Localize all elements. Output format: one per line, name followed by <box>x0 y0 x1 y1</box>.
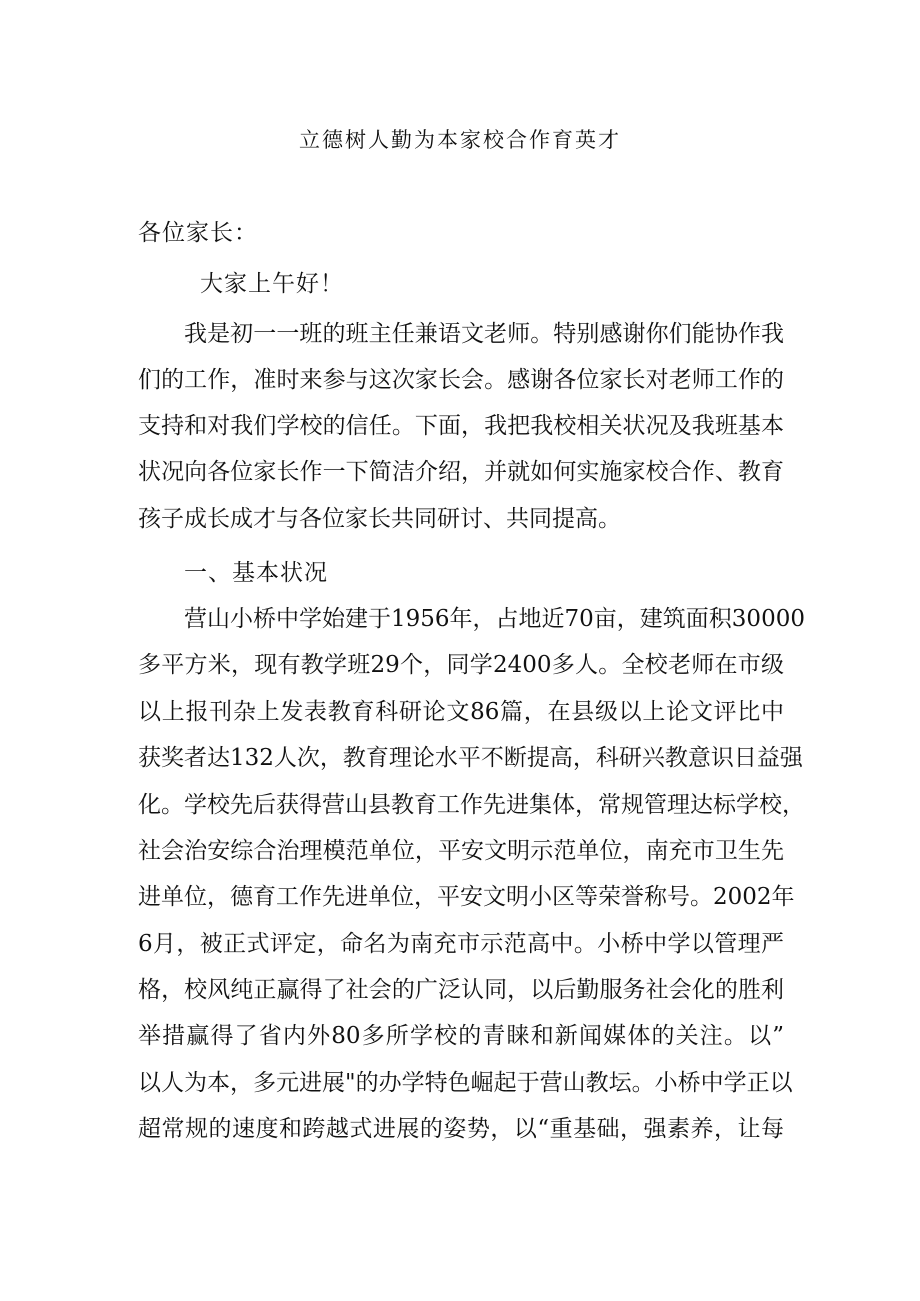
section-heading: 一、基本状况 <box>184 560 328 586</box>
paragraph-line: 状况向各位家长作一下简洁介绍，并就如何实施家校合作、教育 <box>138 459 784 485</box>
paragraph-line: 社会治安综合治理模范单位，平安文明示范单位，南充市卫生先 <box>138 838 784 864</box>
paragraph-line: 我是初一一班的班主任兼语文老师。特别感谢你们能协作我 <box>184 321 784 347</box>
paragraph-line: 以上报刊杂上发表教育科研论文86篇，在县级以上论文评比中 <box>138 699 784 725</box>
salutation: 各位家长： <box>138 220 258 246</box>
paragraph-line: 以人为本，多元进展"的办学特色崛起于营山教坛。小桥中学正以 <box>138 1070 793 1096</box>
paragraph-line: 化。学校先后获得营山县教育工作先进集体，常规管理达标学校， <box>138 792 805 818</box>
paragraph-line: 多平方米，现有教学班29个，同学2400多人。全校老师在市级 <box>138 652 784 678</box>
document-title: 立德树人勤为本家校合作育英才 <box>299 128 621 152</box>
paragraph-line: 营山小桥中学始建于1956年，占地近70亩，建筑面积30000 <box>184 606 805 632</box>
paragraph-line: 格，校风纯正赢得了社会的广泛认同，以后勤服务社会化的胜利 <box>138 977 784 1003</box>
paragraph-line: 支持和对我们学校的信任。下面，我把我校相关状况及我班基本 <box>138 413 784 439</box>
paragraph-line: 超常规的速度和跨越式进展的姿势，以“重基础，强素养，让每 <box>138 1116 784 1142</box>
paragraph-line: 6月，被正式评定，命名为南充市示范高中。小桥中学以管理严 <box>138 931 784 957</box>
paragraph-line: 举措赢得了省内外80多所学校的青睐和新闻媒体的关注。以” <box>138 1023 784 1049</box>
paragraph-line: 孩子成长成才与各位家长共同研讨、共同提高。 <box>138 506 621 532</box>
paragraph-line: 们的工作，准时来参与这次家长会。感谢各位家长对老师工作的 <box>138 367 784 393</box>
paragraph-line: 进单位，德育工作先进单位，平安文明小区等荣誉称号。2002年 <box>138 884 795 910</box>
greeting: 大家上午好！ <box>200 271 344 297</box>
paragraph-line: 获奖者达132人次，教育理论水平不断提高，科研兴教意识日益强 <box>138 745 803 771</box>
